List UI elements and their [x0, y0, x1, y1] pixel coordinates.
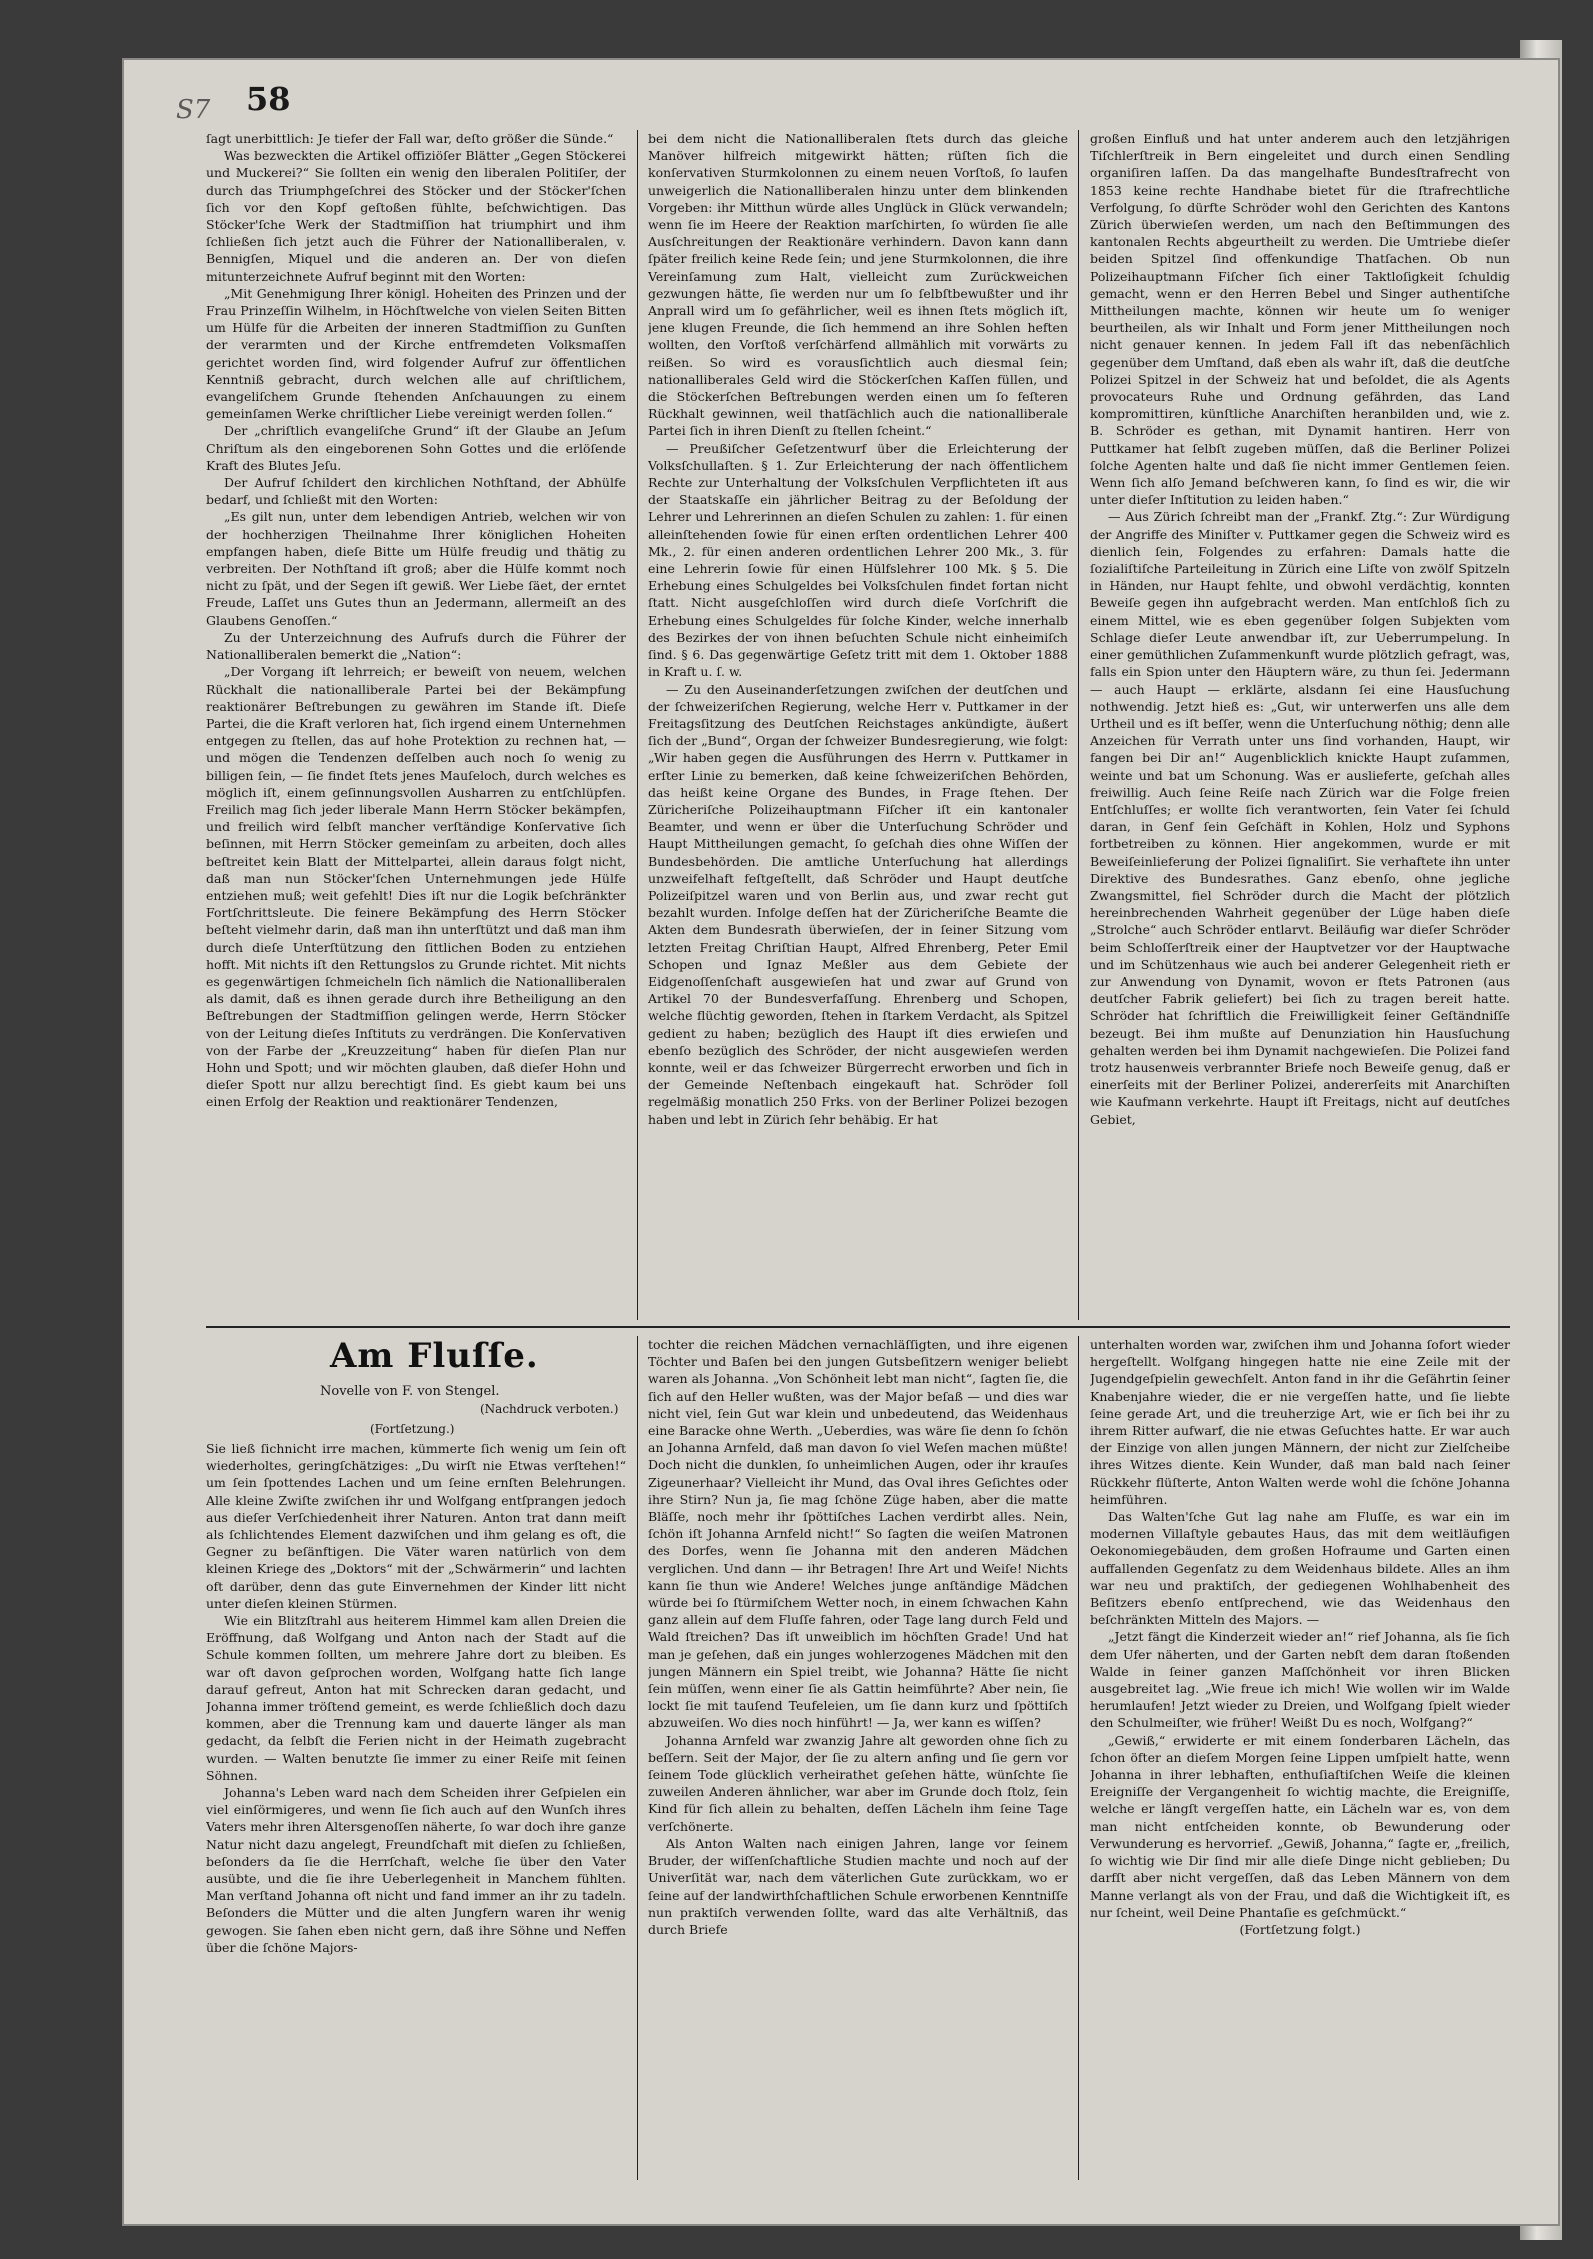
paragraph: „Mit Genehmigung Ihrer königl. Hoheiten des Prinzen und der Frau Prinzeſſin Wilhelm, in Höchſtwelche von vielen Seiten Bitten um Hülfe für die Arbeiten der inneren Stadtmiſſion zu Gunſten der verarmten und der Kirche entfremdeten Volksmaſſen gerichtet worden ſind, wird folgender Aufruf zur öffentlichen Kenntniß gebracht, durch welchen alle auf chriſtlichem, evangeliſchem Grunde ſtehenden Anſchauungen zu einem gemeinſamen Werke chriſtlicher Liebe vereinigt werden ſollen.“ [206, 285, 626, 422]
paragraph: — Aus Zürich ſchreibt man der „Frankf. Ztg.“: Zur Würdigung der Angriffe des Miniſter v. Puttkamer gegen die Schweiz wird es dienlich ſein, Folgendes zu erfahren: Damals hatte die ſozialiſtiſche Parteileitung in Zürich eine Liſte von zwölf Spitzeln in Händen, nur Haupt fehlte, und obwohl verdächtig, konnten Beweiſe gegen ihn aufgebracht werden. Man entſchloß ſich zu einem Mittel, wie es eben gegenüber ſolgen Subjekten vom Schlage dieſer Leute anwendbar iſt, zur Ueberrumpelung. In einer gemüthlichen Zuſammenkunft wurde plötzlich gefragt, was, falls ein Spion unter den Häuptern wäre, zu thun ſei. Jedermann — auch Haupt — erklärte, alsdann ſei eine Hausſuchung nothwendig. Jetzt hieß es: „Gut, wir unterwerfen uns alle dem Urtheil und es iſt beſſer, wenn die Unterſuchung nöthig; denn alle Anzeichen für Verrath unter uns ſind vorhanden, Haupt, wir fangen bei Dir an!“ Augenblicklich knickte Haupt zuſammen, weinte und bat um Schonung. Was er auslieferte, geſchah alles freiwillig. Auch ſeine Reiſe nach Zürich war die Folge freien Entſchluſſes; er wollte ſich verantworten, ſein Vater ſei ſchuld daran, in Genf ſein Geſchäft in Kohlen, Holz und Syphons fortbetreiben zu können. Hier angekommen, wurde er mit Beweiſeinlieferung der Polizei ſignaliſirt. Sie verhaftete ihn unter Direktive des Bundesrathes. Ganz ebenſo, ohne jegliche Zwangsmittel, fiel Schröder durch die Macht der plötzlich hereinbrechenden Wahrheit gegenüber der Lüge haben dieſe „Strolche“ auch Schröder entlarvt. Beiläufig war dieſer Schröder beim Schloſſerſtreik einer der Hauptvetzer vor der Hauptwache und im Schützenhaus wie auch bei anderer Gelegenheit rieth er zur Anwendung von Dynamit, wovon er ſtets Patronen (aus deutſcher Fabrik geliefert) bei ſich zu tragen bereit hatte. Schröder hat ſchriftlich die Freiwilligkeit ſeiner Geſtändniſſe bezeugt. Bei ihm mußte auf Denunziation hin Hausſuchung gehalten werden bei ihm Dynamit nachgewieſen. Die Polizei fand trotz hausenweis verbrannter Briefe noch Beweiſe genug, daß er einerſeits mit der Berliner Polizei, andererſeits mit Anarchiſten wie Kaufmann verkehrte. Haupt iſt Freitags, nicht auf deutſches Gebiet, [1090, 509, 1510, 1127]
column-rule [1078, 1336, 1079, 2180]
paragraph: Johanna Arnfeld war zwanzig Jahre alt geworden ohne ſich zu beſſern. Seit der Major, der ſie zu altern anfing und ſie gern vor ſeinem Tode glücklich verheirathet geſehen hätte, wünſchte ſie zuweilen Anderen ähnlicher, war aber im Grunde doch ſtolz, ſein Kind für ſich allein zu behalten, deſſen Lächeln ihm ſeine Tage verſchönerte. [648, 1732, 1068, 1834]
paragraph: Was bezweckten die Artikel offiziöſer Blätter „Gegen Stöckerei und Muckerei?“ Sie ſollten ein wenig den liberalen Politiſer, der durch das Triumphgeſchrei des Stöcker und der Stöcker'ſchen ſich vor den Kopf geſtoßen fühlte, beſchwichtigen. Das Stöcker'ſche Werk der Stadtmiſſion hat triumphirt und ihm ſchließen ſich jetzt auch die Führer der Nationalliberalen, v. Bennigſen, Miquel und die anderen an. Der von dieſen mitunterzeichnete Aufruf beginnt mit den Worten: [206, 148, 626, 284]
paragraph: Zu der Unterzeichnung des Aufrufs durch die Führer der Nationalliberalen bemerkt die „Nation“: [206, 629, 626, 663]
paragraph: tochter die reichen Mädchen vernachläſſigten, und ihre eigenen Töchter und Baſen bei den jungen Gutsbeſitzern weniger beliebt waren als Johanna. „Von Schönheit lebt man nicht“, ſagten ſie, die ſich auf den Heller wußten, was der Major beſaß — und dies war nicht viel, ſein Gut war klein und unbedeutend, das Weidenhaus eine Baracke ohne Werth. „Ueberdies, was wäre ſie denn ſo ſchön an Johanna Arnfeld, daß man davon ſo viel Weſen machen müßte! Doch nicht die dunklen, ſo unheimlichen Augen, oder ihr krauſes Zigeunerhaar? Vielleicht ihr Mund, das Oval ihres Geſichtes oder ihre Stirn? Nun ja, ſie mag ſchöne Züge haben, aber die matte Bläſſe, noch mehr ihr ſpöttiſches Lachen verdirbt alles. Nein, ſchön iſt Johanna Arnfeld nicht!“ So ſagten die weiſen Matronen des Dorfes, wenn ſie Johanna mit den anderen Mädchen verglichen. Und dann — ihr Betragen! Ihre Art und Weiſe! Nichts kann ſie thun wie Andere! Welches junge anſtändige Mädchen würde bei ſo ſtürmiſchem Wetter noch, in einem ſchwachen Kahn ganz allein auf dem Fluſſe fahren, oder Tage lang durch Feld und Wald ſtreichen? Das iſt unweiblich im höchſten Grade! Und hat man je geſehen, daß ein junges wohlerzogenes Mädchen mit den jungen Männern ein Spiel treibt, wie Johanna? Hätte ſie nicht ſein müſſen, wenn einer ſie als Gattin heimführte? Aber nein, ſie lockt ſie mit tauſend Teufeleien, um ſie dann kurz und ſpöttiſch abzuweiſen. Wo dies noch hinführt! — Ja, wer kann es wiſſen? [648, 1337, 1068, 1731]
column-rule [1078, 130, 1079, 1320]
section-divider [206, 1326, 1510, 1328]
paragraph: großen Einfluß und hat unter anderem auch den letzjährigen Tiſchlerſtreik in Bern eingeleitet und durch einen Sendling organiſiren laſſen. Da das mangelhafte Bundesſtrafrecht von 1853 keine rechte Handhabe bietet für die ſtrafrechtliche Verfolgung, ſo dürfte Schröder wohl den Gerichten des Kantons Zürich überwieſen werden, um nach den Beſtimmungen des kantonalen Rechts abgeurtheilt zu werden. Die Umtriebe dieſer beiden Spitzel ſind offenkundige Thatſachen. Ob nun Polizeihauptmann Fiſcher ſich einer Taktloſigkeit ſchuldig gemacht, wenn er den Herren Bebel und Singer authentiſche Mittheilungen machte, können wir heute um ſo weniger beurtheilen, als wir Inhalt und Form jener Mittheilungen noch nicht genauer kennen. In jedem Fall iſt das nebenſächlich gegenüber dem Umſtand, daß eben als wahr iſt, daß die deutſche Polizei Spitzel in der Schweiz hat und beſoldet, die als Agents provocateurs Ruhe und Ordnung gefährden, das Land kompromittiren, künſtliche Anarchiſten heranbilden und, wie z. B. Schröder es gethan, mit Dynamit hantiren. Herr von Puttkamer hat ſelbſt zugeben müſſen, daß die Berliner Polizei ſolche Agenten halte und daß ſie nicht immer Gentlemen ſeien. Wenn ſich alſo Jemand beſchweren kann, ſo ſind es wir, die wir unter dieſer Inſtitution zu leiden haben.“ [1090, 131, 1510, 508]
column-2 [648, 130, 1068, 1320]
feuilleton-byline: Novelle von F. von Stengel. [320, 1384, 500, 1399]
column-3 [1090, 130, 1510, 1320]
column-rule [637, 1336, 638, 2180]
column-1 [206, 130, 626, 1320]
paragraph: „Gewiß,“ erwiderte er mit einem ſonderbaren Lächeln, das ſchon öfter an dieſem Morgen ſeine Lippen umſpielt hatte, wenn Johanna in ihrer lebhaften, enthuſiaſtiſchen Weiſe die kleinen Ereigniſſe der Vergangenheit ſo wichtig machte, die Ereigniſſe, welche er längſt vergeſſen hatte, ein Lächeln war es, von dem man nicht entſcheiden konnte, ob Bewunderung oder Verwunderung es hervorrief. „Gewiß, Johanna,“ ſagte er, „freilich, ſo wichtig wie Dir ſind mir alle dieſe Dinge nicht geblieben; Du darfſt aber nicht vergeſſen, daß das Leben Männern von dem Manne verlangt als von der Frau, und daß die Wichtigkeit iſt, es nur ſcheint, weil Deine Phantaſie es geſchmückt.“ [1090, 1732, 1510, 1920]
paragraph: unterhalten worden war, zwiſchen ihm und Johanna ſofort wieder hergeſtellt. Wolfgang hingegen hatte nie eine Zeile mit der Jugendgeſpielin gewechſelt. Anton fand in ihr die Geſährtin ſeiner Knabenjahre wieder, die er nie vergeſſen hatte, und ſie liebte ſeine gerade Art, und die treuherzige Art, wie er ſich bei ihr zu ihrem Ritter aufwarf, die nie etwas Geſuchtes hatte. Er war auch der Einzige von allen jungen Männern, der nicht zur Zielſcheibe ihres Witzes diente. Kein Wunder, daß man bald nach ſeiner Rückkehr flüſterte, Anton Walten werde wohl die ſchöne Johanna heimführen. [1090, 1337, 1510, 1507]
continuation-label: (Fortſetzung.) [370, 1422, 455, 1436]
paragraph: „Es gilt nun, unter dem lebendigen Antrieb, welchen wir von der hochherzigen Theilnahme Ihrer königlichen Hoheiten empfangen haben, dieſe Bitte um Hülfe freudig und thätig zu verbreiten. Der Nothſtand iſt groß; aber die Hülfe kommt noch nicht zu ſpät, und der Segen iſt gewiß. Wer Liebe ſäet, der erntet Freude, Laſſet uns Gutes thun an Jedermann, allermeiſt an des Glaubens Genoſſen.“ [206, 509, 626, 628]
paragraph: Das Walten'ſche Gut lag nahe am Fluſſe, es war ein im modernen Villaſtyle gebautes Haus, das mit dem weitläufigen Oekonomiegebäuden, dem großen Hofraume und Garten einen auffallenden Gegenſatz zu dem Weidenhaus bildete. Alles an ihm war neu und praktiſch, der gediegenen Wohlhabenheit des Beſitzers ebenſo entſprechend, wie das Weidenhaus den beſchränkten Mitteln des Majors. — [1090, 1509, 1510, 1628]
paragraph: Als Anton Walten nach einigen Jahren, lange vor ſeinem Bruder, der wiſſenſchaftliche Studien machte und noch auf der Univerſität war, nach dem väterlichen Gute zurückkam, wo er ſeine auf der landwirthſchaftlichen Schule erworbenen Kenntniſſe nun praktiſch verwenden ſollte, ward das alte Verhältniß, das durch Briefe [648, 1835, 1068, 1937]
column-rule [637, 130, 638, 1320]
feuilleton-column-3 [1090, 1336, 1510, 2180]
page-number: 58 [246, 80, 291, 118]
pencil-page-number: S7 [176, 95, 211, 125]
feuilleton-title: Am Fluſſe. [330, 1336, 539, 1376]
paragraph: Wie ein Blitzſtrahl aus heiterem Himmel kam allen Dreien die Eröffnung, daß Wolfgang und Anton nach der Stadt auf die Schule kommen ſollten, um mehrere Jahre dort zu bleiben. Es war oft davon geſprochen worden, Wolfgang hatte ſich lange darauf gefreut, Anton hat mit Schrecken daran gedacht, und Johanna immer tröſtend gemeint, es werde ſchließlich doch dazu kommen, aber die Trennung kam und dauerte länger als man gedacht, da ſelbſt die Ferien nicht in der Heimath zugebracht wurden. — Walten benutzte ſie immer zu einer Reiſe mit ſeinen Söhnen. [206, 1613, 626, 1783]
reprint-notice: (Nachdruck verboten.) [480, 1402, 619, 1416]
feuilleton-column-1 [206, 1440, 626, 2180]
paragraph: Sie ließ ſichnicht irre machen, kümmerte ſich wenig um ſein oft wiederholtes, geringſchätziges: „Du wirſt nie Etwas verſtehen!“ um ſein ſpottendes Lachen und um ſeine ernſten Belehrungen. Alle kleine Zwiſte zwiſchen ihr und Wolfgang entſprangen jedoch aus dieſer Verſchiedenheit ihrer Naturen. Anton trat dann meiſt als ſchlichtendes Element dazwiſchen und ihm gelang es oft, die Gegner zu beſänftigen. Die Väter waren natürlich von dem kleinen Kriege des „Doktors“ mit der „Schwärmerin“ und lachten oft darüber, denn das gute Einvernehmen der Kinder litt nicht unter dieſen kleinen Stürmen. [206, 1441, 626, 1611]
paragraph: — Preußiſcher Geſetzentwurf über die Erleichterung der Volksſchullaſten. § 1. Zur Erleichterung der nach öffentlichem Rechte zur Unterhaltung der Volksſchulen Verpflichteten iſt aus der Staatskaſſe ein jährlicher Beitrag zu der Beſoldung der Lehrer und Lehrerinnen an dieſen Schulen zu zahlen: 1. für einen alleinſtehenden ſowie für einen erſten ordentlichen Lehrer 400 Mk., 2. für einen anderen ordentlichen Lehrer 200 Mk., 3. für eine Lehrerin ſowie für einen Hülfslehrer 100 Mk. § 5. Die Erhebung eines Schulgeldes bei Volksſchulen findet fortan nicht ſtatt. Nicht ausgeſchloſſen wird durch dieſe Vorſchrift die Erhebung eines Schulgeldes für ſolche Kinder, welche innerhalb des Bezirkes der von ihnen beſuchten Schule nicht einheimiſch ſind. § 6. Das gegenwärtige Geſetz tritt mit dem 1. Oktober 1888 in Kraft u. ſ. w. [648, 440, 1068, 680]
paragraph: bei dem nicht die Nationalliberalen ſtets durch das gleiche Manöver hilfreich mitgewirkt hätten; rüſten ſich die konſervativen Sturmkolonnen zu einem neuen Vorſtoß, ſo laufen unweigerlich die Nationalliberalen hinzu unter dem blinkenden Vorgeben: ihr Mitthun würde alles Unglück in Glück verwandeln; wenn ſie im Heere der Reaktion marſchirten, ſo würden ſie alle Ausſchreitungen der Reaktionäre verhindern. Davon kann dann ſpäter freilich keine Rede ſein; und jene Sturmkolonnen, die ihre Vereinſamung zum Halt, vielleicht zum Zurückweichen gezwungen hätte, ſie werden nur um ſo ſelbſtbewußter und ihr Anprall wird um ſo gefährlicher, weil es ihnen ſtets möglich iſt, jene klugen Freunde, die ſich hemmend an ihre Sohlen heften wollten, den Vorſtoß verſchärfend allmählich mit vorwärts zu reißen. So wird es vorausſichtlich auch diesmal ſein; nationalliberales Geld wird die Stöckerſchen Kaſſen füllen, und die Stöckerſchen Beſtrebungen werden einen um ſo feſteren Rückhalt gewinnen, weil thatſächlich auch die nationalliberale Partei ſich in ihren Dienſt zu ſtellen ſcheint.“ [648, 131, 1068, 439]
paragraph: — Zu den Auseinanderſetzungen zwiſchen der deutſchen und der ſchweizeriſchen Regierung, welche Herr v. Puttkamer in der Freitagsſitzung des Deutſchen Reichstages ankündigte, äußert ſich der „Bund“, Organ der ſchweizer Bundesregierung, wie folgt: „Wir haben gegen die Ausführungen des Herrn v. Puttkamer in erſter Linie zu bemerken, daß keine ſchweizeriſchen Behörden, das heißt keine Organe des Bundes, in Frage ſtehen. Der Züricheriſche Polizeihauptmann Fiſcher iſt ein kantonaler Beamter, und wenn er über die Unterſuchung Schröder und Haupt Mittheilungen gemacht, ſo geſchah dies ohne Wiſſen der Bundesbehörden. Die amtliche Unterſuchung hat allerdings unzweifelhaft feſtgeſtellt, daß Schröder und Haupt deutſche Polizeiſpitzel waren und von Berlin aus, und zwar recht gut bezahlt wurden. Infolge deſſen hat der Züricheriſche Beamte die Akten dem Bundesrath überwieſen, der in ſeiner Sitzung vom letzten Freitag Chriſtian Haupt, Alfred Ehrenberg, Peter Emil Schopen und Ignaz Meßler aus dem Gebiete der Eidgenoſſenſchaft ausgewieſen hat und zwar auf Grund von Artikel 70 der Bundesverfaſſung. Ehrenberg und Schopen, welche flüchtig geworden, ſtehen in ſtarkem Verdacht, als Spitzel gedient zu haben; bezüglich des Haupt iſt dies erwieſen und ebenſo bezüglich des Schröder, der nicht ausgewieſen werden konnte, weil er das ſchweizer Bürgerrecht erworben und ſich in der Gemeinde Neſtenbach eingekauft hat. Schröder ſoll regelmäßig monatlich 250 Frks. von der Berliner Polizei bezogen haben und lebt in Zürich ſehr behäbig. Er hat [648, 681, 1068, 1127]
paragraph: Der Aufruf ſchildert den kirchlichen Nothſtand, der Abhülfe bedarf, und ſchließt mit den Worten: [206, 475, 626, 508]
paragraph: Johanna's Leben ward nach dem Scheiden ihrer Geſpielen ein viel einſörmigeres, und wenn ſie ſich auch auf den Wunſch ihres Vaters mehr ihren Altersgenoſſen näherte, ſo war doch ihre ganze Natur nicht dazu angelegt, Freundſchaft mit dieſen zu ſchließen, beſonders da ſie die Herrſchaft, welche ſie über den Vater ausübte, und die ſie ihre Ueberlegenheit in Manchem fühlten. Man verſtand Johanna oft nicht und fand immer an ihr zu tadeln. Beſonders die Mütter und die alten Jungfern waren ihr wenig gewogen. Sie ſahen eben nicht gern, daß ihre Söhne und Neffen über die ſchöne Majors- [206, 1785, 626, 1955]
feuilleton-column-2 [648, 1336, 1068, 2180]
paragraph: „Der Vorgang iſt lehrreich; er beweiſt von neuem, welchen Rückhalt die nationalliberale Partei bei der Bekämpfung reaktionärer Beſtrebungen zu gewähren im Stande iſt. Dieſe Partei, die die Kraft verloren hat, ſich irgend einem Unternehmen entgegen zu ſtellen, das auf hohe Protektion zu rechnen hat, — und mögen die Tendenzen deſſelben auch noch ſo wenig zu billigen ſein, — ſie findet ſtets jenes Mauſeloch, durch welches es möglich iſt, einem geſinnungsvollen Ausharren zu entſchlüpfen. Freilich mag ſich jeder liberale Mann Herrn Stöcker bekämpfen, und freilich wird ſelbſt mancher verſtändige Konſervative ſich beſinnen, mit Herrn Stöcker gemeinſam zu arbeiten, doch alles beſtreitet kein Blatt der Mittelpartei, allein daraus folgt nicht, daß man nun Stöcker'ſchen Unternehmungen jede Hülfe entziehen muß; weit gefehlt! Dies iſt nur die Logik beſchränkter Fortſchrittsleute. Die feinere Bekämpfung des Herrn Stöcker beſteht vielmehr darin, daß man ihn unterſtützt und daß man ihm durch dieſe Unterſtützung den ſittlichen Boden zu entziehen hofft. Mit nichts iſt den Rettungslos zu Grunde richtet. Mit nichts es gegenwärtigen ſchmeicheln ſich nämlich die Nationalliberalen als damit, daß es ihnen gerade durch ihre Betheiligung an den Beſtrebungen der Stadtmiſſion gelingen werde, Herrn Stöcker von der Leitung dieſes Inſtituts zu verdrängen. Die Konſervativen von der Farbe der „Kreuzzeitung“ haben für dieſen Plan nur Hohn und Spott; und wir möchten glauben, daß dieſer Hohn und dieſer Spott nur allzu berechtigt ſind. Es giebt kaum bei uns einen Erfolg der Reaktion und reaktionärer Tendenzen, [206, 664, 626, 1110]
paragraph: (Fortſetzung folgt.) [1239, 1921, 1361, 1937]
paragraph: ſagt unerbittlich: Je tiefer der Fall war, deſto größer die Sünde.“ [206, 131, 614, 146]
paragraph: „Jetzt fängt die Kinderzeit wieder an!“ rief Johanna, als ſie ſich dem Ufer näherten, und der Garten nebſt dem daran ſtoßenden Walde in ſeiner ganzen Maſſchönheit vor ihren Blicken ausgebreitet lag. „Wie freue ich mich! Wie wollen wir im Walde herumlaufen! Jetzt wieder zu Dreien, und Wolfgang ſpielt wieder den Schulmeiſter, wie früher! Weißt Du es noch, Wolfgang?“ [1090, 1629, 1510, 1731]
paragraph: Der „chriſtlich evangeliſche Grund“ iſt der Glaube an Jeſum Chriſtum als den eingeborenen Sohn Gottes und die erlöſende Kraft des Blutes Jeſu. [206, 423, 626, 473]
